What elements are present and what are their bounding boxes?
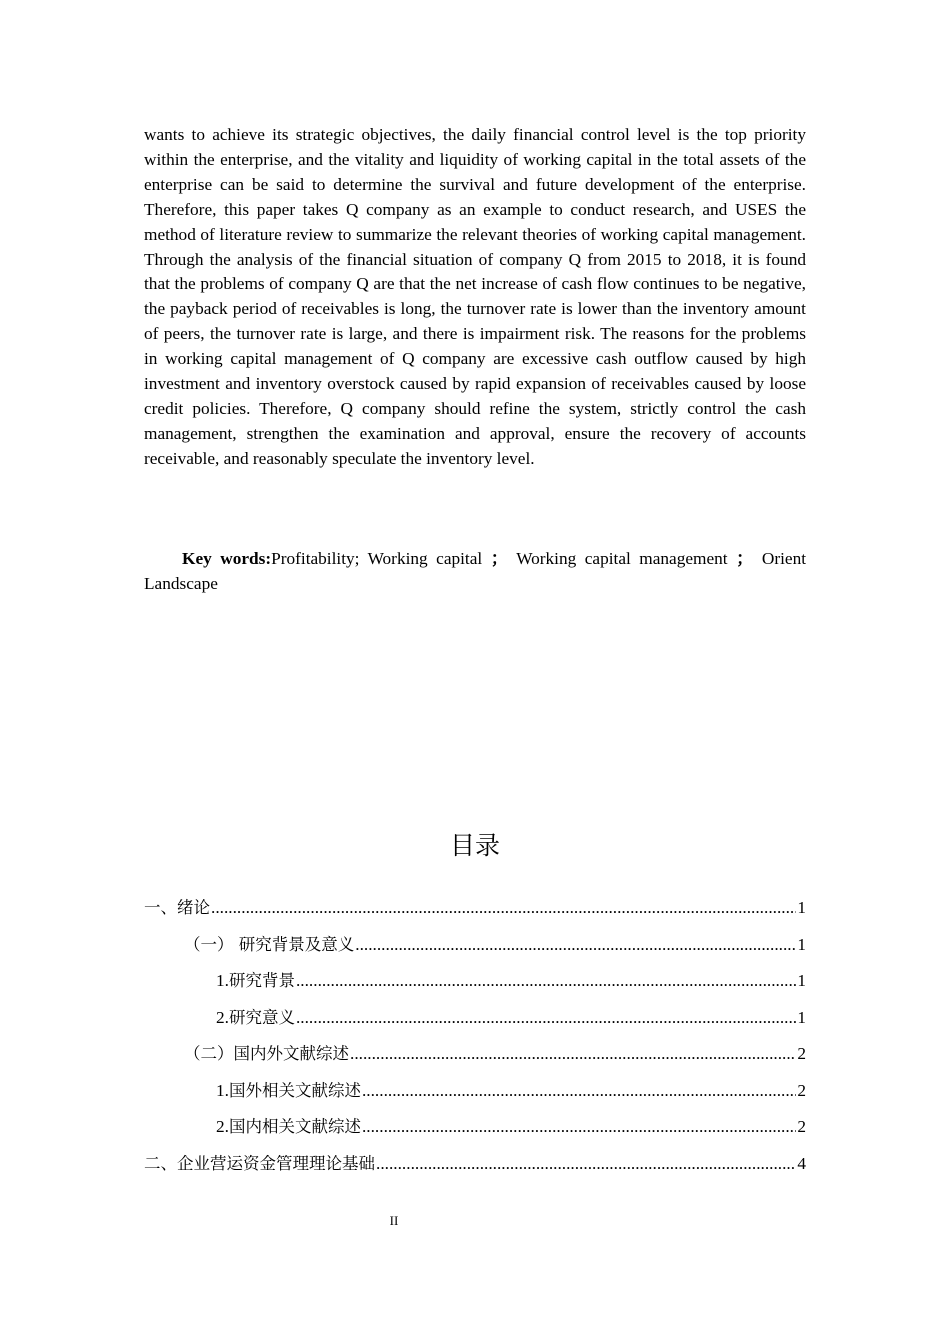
abstract-paragraph: wants to achieve its strategic objectives, the daily financial control level is the top priority within the enterprise, and the vitality and liquidity of working capital in the total assets of the enterprise can be said to determine the survival and future development of the enterprise. Therefore, this paper takes Q company as an example to conduct research, and USES the method of literature review to summarize the relevant theories of working capital management. Through the analysis of the financial situation of company Q from 2015 to 2018, it is found that the problems of company Q are that the net increase of cash flow continues to be negative, the payback period of receivables is long, the turnover rate is lower than the inventory amount of peers, the turnover rate is large, and there is impairment risk. The reasons for the problems in working capital management of Q company are excessive cash outflow caused by high investment and inventory overstock caused by rapid expansion of receivables caused by loose credit policies. Therefore, Q company should refine the system, strictly control the cash management, strengthen the examination and approval, ensure the recovery of accounts receivable, and reasonably speculate the inventory level. bbox=[144, 125, 806, 468]
toc-entry-text: （二）国内外文献综述 bbox=[184, 1044, 349, 1063]
keyword-item: Orient Landscape bbox=[144, 549, 807, 593]
toc-entry[interactable] bbox=[144, 1149, 806, 1186]
toc-leader-dots bbox=[362, 1076, 796, 1106]
toc-entry-text: 二、企业营运资金管理理论基础 bbox=[144, 1153, 375, 1173]
toc-entry-text: 国外相关文献综述 bbox=[228, 1080, 361, 1100]
toc-entry-page: 2 bbox=[797, 1080, 806, 1100]
toc-entry-number: 2. bbox=[216, 1117, 229, 1136]
toc-entry-number: 2. bbox=[216, 1007, 229, 1027]
toc-entry[interactable] bbox=[144, 1003, 806, 1040]
toc-entry-page: 1 bbox=[797, 1007, 806, 1027]
toc-entry-text: 一、绪论 bbox=[144, 898, 210, 917]
toc-entry[interactable] bbox=[144, 1112, 806, 1149]
toc-leader-dots bbox=[376, 1149, 796, 1179]
toc-entry-page: 2 bbox=[797, 1117, 806, 1136]
toc-title: 目录 bbox=[449, 831, 500, 860]
toc-entry-number: 1. bbox=[216, 971, 229, 990]
keywords-label: Key words: bbox=[182, 549, 272, 568]
toc-entry-page: 1 bbox=[797, 934, 806, 954]
toc-entry-number: 1. bbox=[216, 1080, 229, 1100]
toc-entry-page: 2 bbox=[797, 1044, 806, 1063]
keyword-separator: ； bbox=[736, 549, 754, 568]
toc-entry-page: 1 bbox=[797, 898, 806, 917]
table-of-contents bbox=[144, 893, 806, 1185]
toc-entry-text: 国内相关文献综述 bbox=[228, 1117, 361, 1136]
keyword-item: Working capital management bbox=[516, 549, 728, 568]
toc-entry[interactable] bbox=[144, 1039, 806, 1076]
toc-entry[interactable] bbox=[144, 1076, 806, 1113]
toc-leader-dots bbox=[355, 930, 796, 960]
toc-entry-text: 研究背景 bbox=[228, 971, 295, 990]
toc-leader-dots bbox=[211, 893, 796, 923]
toc-leader-dots bbox=[362, 1112, 796, 1142]
toc-entry[interactable] bbox=[144, 930, 806, 967]
toc-leader-dots bbox=[296, 1003, 796, 1033]
toc-entry[interactable] bbox=[144, 893, 806, 930]
keyword-separator: ； bbox=[490, 549, 509, 568]
toc-entry[interactable] bbox=[144, 966, 806, 1003]
toc-leader-dots bbox=[296, 966, 796, 996]
page-number: II bbox=[389, 1213, 399, 1228]
keywords-line bbox=[144, 547, 806, 597]
toc-entry-text: （一） 研究背景及意义 bbox=[184, 934, 355, 954]
toc-entry-page: 4 bbox=[797, 1153, 806, 1173]
toc-entry-text: 研究意义 bbox=[228, 1007, 295, 1027]
toc-entry-page: 1 bbox=[797, 971, 806, 990]
toc-leader-dots bbox=[350, 1039, 796, 1069]
keyword-item: Profitability; Working capital bbox=[271, 549, 483, 568]
